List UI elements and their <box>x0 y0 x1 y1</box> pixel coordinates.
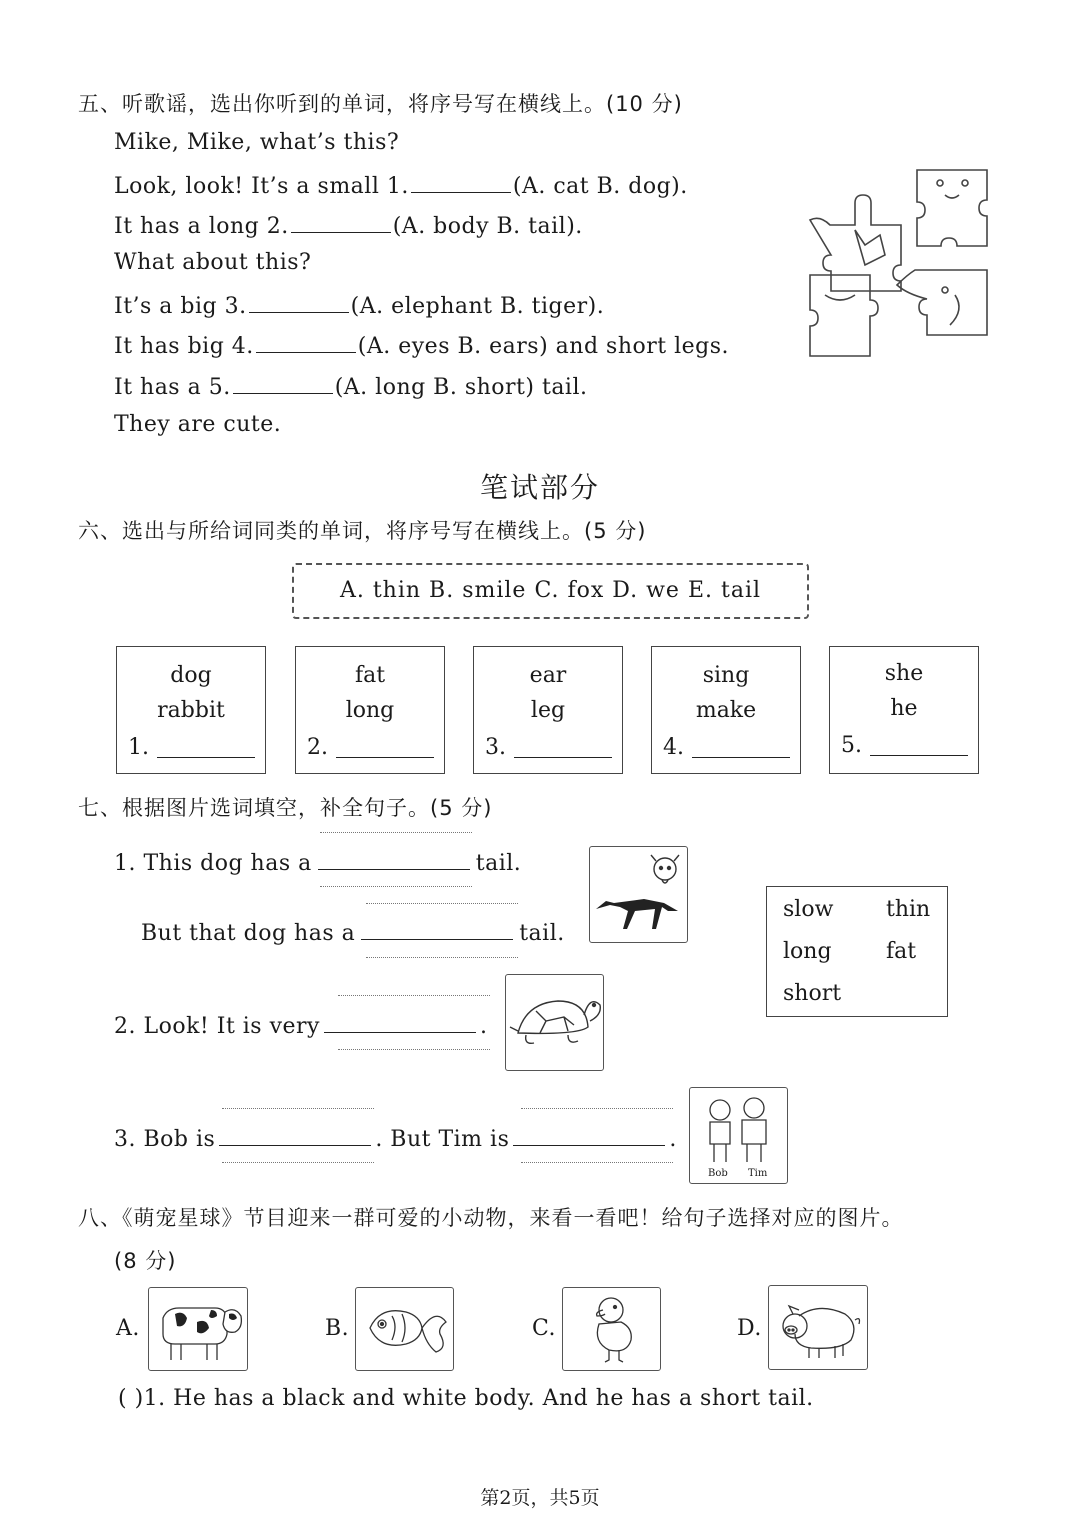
fill-blank-3b[interactable] <box>513 1123 665 1146</box>
group-number: 5. <box>841 733 862 758</box>
choice-label-d: D. <box>737 1316 762 1341</box>
choice-label-b: B. <box>325 1316 350 1341</box>
choice-label-c: C. <box>532 1316 557 1341</box>
fill-blank-3a[interactable] <box>219 1123 371 1146</box>
answer-blank-1[interactable] <box>411 170 511 193</box>
fill-blank-1a[interactable] <box>318 847 470 870</box>
animal-puzzle-illustration <box>805 165 990 370</box>
song-line-7: It has a 5. (A. long B. short) tail. <box>114 371 588 400</box>
goldfish-picture[interactable] <box>355 1287 454 1371</box>
pig-picture[interactable] <box>768 1285 868 1370</box>
turtle-picture <box>505 974 604 1071</box>
question3-line: 3. Bob is . But Tim is . <box>114 1123 677 1152</box>
group-number: 3. <box>485 735 506 760</box>
group-word: she <box>884 661 924 686</box>
question2-line: 2. Look! It is very . <box>114 1010 488 1039</box>
guide-line <box>222 1108 374 1109</box>
song-line-3: It has a long 2. (A. body B. tail). <box>114 210 583 239</box>
song-line-6: It has big 4. (A. eyes B. ears) and short legs. <box>114 330 729 359</box>
question1-line-a: 1. This dog has a tail. <box>114 847 521 876</box>
question1-line-b: But that dog has a tail. <box>141 917 565 946</box>
answer-blank-3[interactable] <box>249 290 349 313</box>
group-word: leg <box>530 698 566 723</box>
group-number: 4. <box>663 735 684 760</box>
guide-line <box>222 1162 374 1163</box>
song-line-1: Mike, Mike, what’s this? <box>114 130 400 155</box>
word-bank-item: thin <box>886 897 931 922</box>
kid-name-label: Tim <box>748 1168 768 1179</box>
word-bank-item: long <box>783 939 832 964</box>
group-word: rabbit <box>157 698 225 723</box>
group-box-5 <box>829 646 979 774</box>
group-number: 2. <box>307 735 328 760</box>
section5-heading: 五、听歌谣，选出你听到的单词，将序号写在横线上。(10 分) <box>78 92 683 116</box>
word-bank-item: slow <box>783 897 834 922</box>
group-box-3 <box>473 646 623 774</box>
answer-line[interactable] <box>870 755 968 756</box>
answer-parentheses[interactable]: ( ) <box>118 1386 144 1411</box>
group-word: make <box>695 698 757 723</box>
answer-blank-4[interactable] <box>256 330 356 353</box>
section8-heading: 八、《萌宠星球》节目迎来一群可爱的小动物，来看一看吧！给句子选择对应的图片。 <box>78 1206 904 1230</box>
kid-name-label: Bob <box>708 1168 728 1179</box>
written-part-title: 笔试部分 <box>479 471 600 504</box>
group-word: long <box>345 698 395 723</box>
cow-picture[interactable] <box>148 1287 248 1371</box>
group-word: dog <box>170 663 212 688</box>
song-line-4: What about this? <box>114 250 312 275</box>
choice-label-a: A. <box>116 1316 140 1341</box>
section7-heading: 七、根据图片选词填空，补全句子。(5 分) <box>78 796 493 820</box>
fill-blank-1b[interactable] <box>361 917 513 940</box>
guide-line <box>338 995 490 996</box>
group-box-2 <box>295 646 445 774</box>
group-word: ear <box>529 663 567 688</box>
answer-blank-2[interactable] <box>291 210 391 233</box>
match-question-1: ( )1. He has a black and white body. And he has a short tail. <box>118 1386 814 1411</box>
word-bank-item: fat <box>886 939 917 964</box>
answer-line[interactable] <box>336 757 434 758</box>
kids-picture <box>689 1087 788 1184</box>
group-word: sing <box>702 663 750 688</box>
song-line-5: It’s a big 3. (A. elephant B. tiger). <box>114 290 604 319</box>
page-footer: 第2页，共5页 <box>480 1487 600 1509</box>
answer-line[interactable] <box>514 757 612 758</box>
section6-heading: 六、选出与所给词同类的单词，将序号写在横线上。(5 分) <box>78 519 647 543</box>
group-word: he <box>890 696 918 721</box>
answer-blank-5[interactable] <box>233 371 333 394</box>
group-number: 1. <box>128 735 149 760</box>
song-line-2: Look, look! It’s a small 1. (A. cat B. dog). <box>114 170 688 199</box>
word-bank-box <box>766 886 948 1017</box>
song-line-8: They are cute. <box>114 412 282 437</box>
group-box-4 <box>651 646 801 774</box>
guide-line <box>338 1049 490 1050</box>
guide-line <box>366 903 518 904</box>
group-word: fat <box>354 663 386 688</box>
word-bank-item: short <box>783 981 842 1006</box>
section8-score: (8 分) <box>114 1249 177 1273</box>
guide-line <box>320 886 472 887</box>
guide-line <box>366 957 518 958</box>
guide-line <box>521 1108 673 1109</box>
group-box-1 <box>116 646 266 774</box>
guide-line <box>320 832 472 833</box>
duckling-picture[interactable] <box>562 1287 661 1371</box>
word-options-text: A. thin B. smile C. fox D. we E. tail <box>339 578 762 603</box>
fill-blank-2[interactable] <box>324 1010 476 1033</box>
answer-line[interactable] <box>157 757 255 758</box>
word-options-box <box>292 563 809 619</box>
dogs-picture <box>589 846 688 943</box>
guide-line <box>521 1162 673 1163</box>
answer-line[interactable] <box>692 757 790 758</box>
